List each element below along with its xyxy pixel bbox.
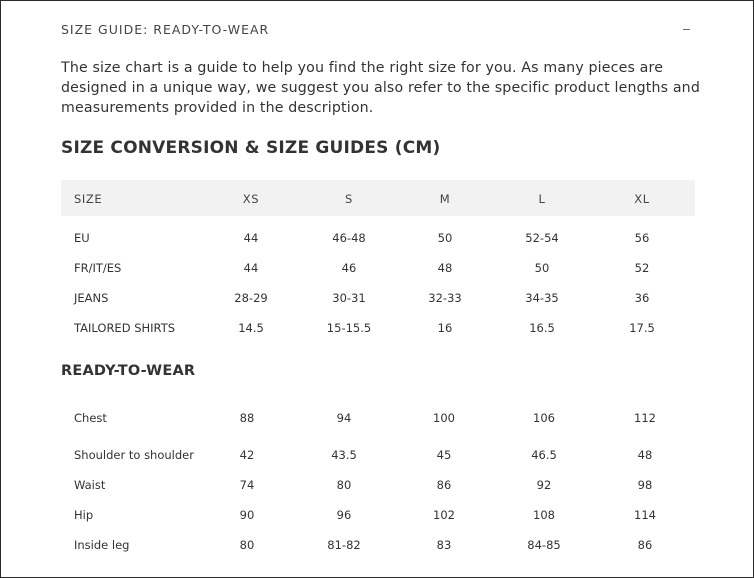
table-cell: 56 bbox=[634, 231, 650, 245]
table-cell: 46.5 bbox=[531, 448, 557, 462]
header-cell-l: L bbox=[538, 192, 546, 206]
table-cell: 16 bbox=[437, 321, 453, 335]
conversion-table-header bbox=[61, 180, 695, 216]
table-cell: 86 bbox=[637, 538, 653, 552]
table-cell: 44 bbox=[243, 231, 259, 245]
table-cell: 80 bbox=[336, 478, 352, 492]
table-cell: 50 bbox=[534, 261, 550, 275]
table-cell: 88 bbox=[239, 411, 255, 425]
conversion-title: SIZE CONVERSION & SIZE GUIDES (CM) bbox=[61, 138, 441, 158]
table-cell: 106 bbox=[533, 411, 555, 425]
table-cell: 98 bbox=[637, 478, 653, 492]
table-cell: 30-31 bbox=[332, 291, 366, 305]
header-cell-xl: XL bbox=[634, 192, 650, 206]
table-row bbox=[61, 478, 695, 496]
table-cell: 42 bbox=[239, 448, 255, 462]
size-guide-title: SIZE GUIDE: READY-TO-WEAR bbox=[61, 21, 270, 37]
table-cell: 52 bbox=[634, 261, 650, 275]
row-label: JEANS bbox=[74, 291, 109, 305]
table-cell: 84-85 bbox=[527, 538, 561, 552]
table-cell: 34-35 bbox=[525, 291, 559, 305]
table-cell: 17.5 bbox=[629, 321, 655, 335]
row-label: Waist bbox=[74, 478, 106, 492]
table-row bbox=[61, 411, 695, 429]
row-label: FR/IT/ES bbox=[74, 261, 122, 275]
table-cell: 36 bbox=[634, 291, 650, 305]
table-cell: 80 bbox=[239, 538, 255, 552]
table-cell: 44 bbox=[243, 261, 259, 275]
table-row bbox=[61, 321, 695, 339]
table-cell: 52-54 bbox=[525, 231, 559, 245]
row-label: Chest bbox=[74, 411, 107, 425]
table-cell: 83 bbox=[436, 538, 452, 552]
row-label: Inside leg bbox=[74, 538, 130, 552]
table-row bbox=[61, 231, 695, 249]
header-cell-m: M bbox=[439, 192, 451, 206]
table-cell: 86 bbox=[436, 478, 452, 492]
table-cell: 108 bbox=[533, 508, 555, 522]
table-cell: 102 bbox=[433, 508, 455, 522]
table-cell: 48 bbox=[437, 261, 453, 275]
table-cell: 45 bbox=[436, 448, 452, 462]
table-cell: 96 bbox=[336, 508, 352, 522]
table-cell: 100 bbox=[433, 411, 455, 425]
table-cell: 15-15.5 bbox=[326, 321, 372, 335]
table-cell: 48 bbox=[637, 448, 653, 462]
table-cell: 112 bbox=[634, 411, 656, 425]
table-cell: 74 bbox=[239, 478, 255, 492]
table-cell: 32-33 bbox=[428, 291, 462, 305]
table-row bbox=[61, 538, 695, 556]
table-row bbox=[61, 508, 695, 526]
row-label: Shoulder to shoulder bbox=[74, 448, 194, 462]
table-row bbox=[61, 291, 695, 309]
table-cell: 81-82 bbox=[327, 538, 361, 552]
ready-to-wear-title: READY-TO-WEAR bbox=[61, 363, 196, 379]
table-cell: 28-29 bbox=[234, 291, 268, 305]
table-cell: 94 bbox=[336, 411, 352, 425]
table-cell: 16.5 bbox=[529, 321, 555, 335]
table-row bbox=[61, 261, 695, 279]
size-guide-header[interactable] bbox=[61, 19, 693, 39]
table-row bbox=[61, 448, 695, 466]
table-cell: 90 bbox=[239, 508, 255, 522]
header-cell-size: SIZE bbox=[74, 192, 103, 206]
table-cell: 43.5 bbox=[331, 448, 357, 462]
row-label: TAILORED SHIRTS bbox=[74, 321, 176, 335]
table-cell: 50 bbox=[437, 231, 453, 245]
header-cell-s: S bbox=[345, 192, 353, 206]
table-cell: 14.5 bbox=[238, 321, 264, 335]
table-cell: 114 bbox=[634, 508, 656, 522]
minus-icon[interactable] bbox=[679, 22, 693, 36]
header-cell-xs: XS bbox=[242, 192, 260, 206]
table-cell: 46 bbox=[341, 261, 357, 275]
table-cell: 46-48 bbox=[332, 231, 366, 245]
table-cell: 92 bbox=[536, 478, 552, 492]
row-label: EU bbox=[74, 231, 90, 245]
row-label: Hip bbox=[74, 508, 94, 522]
intro-text: The size chart is a guide to help you find the right size for you. As many pieces are designed in a unique way, we suggest you also refer to the specific product lengths and measurements provided in the description. bbox=[61, 60, 700, 116]
